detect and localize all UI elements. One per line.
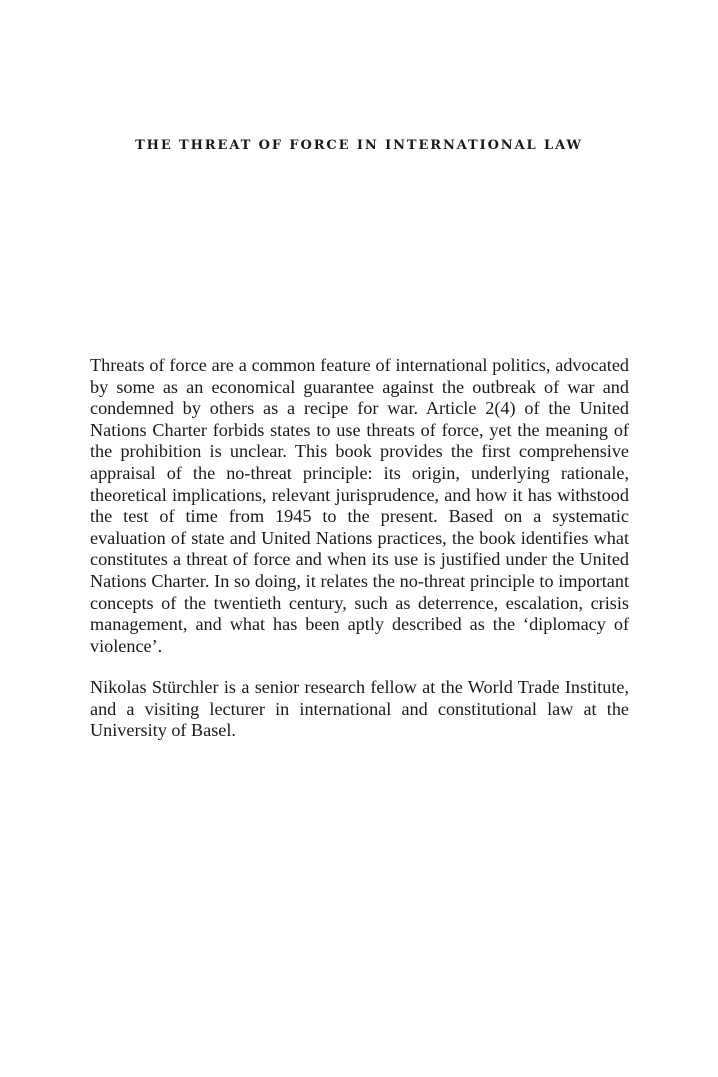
book-description: Threats of force are a common feature of international politics, advocated by some as an economical guarantee against the outbreak of war and condemned by others as a recipe for war. Article 2(4) of the United Nations Charter forbids states to use threats of force, yet the meaning of the prohibition is unclear. This book provides the first comprehensive appraisal of the no-threat principle: its origin, underlying rationale, theoretical implications, relevant jurisprudence, and how it has withstood the test of time from 1945 to the present. Based on a systematic evaluation of state and United Nations practices, the book identifies what constitutes a threat of force and when its use is justified under the United Nations Charter. In so doing, it relates the no-threat principle to important concepts of the twentieth century, such as deterrence, escalation, crisis management, and what has been aptly described as the ‘diplomacy of violence’. [90,355,629,656]
author-biography: Nikolas Stürchler is a senior research fellow at the World Trade Institute, and a visiting lecturer in international and constitutional law at the University of Basel. [90,677,629,741]
book-title: THE THREAT OF FORCE IN INTERNATIONAL LAW [135,138,583,153]
